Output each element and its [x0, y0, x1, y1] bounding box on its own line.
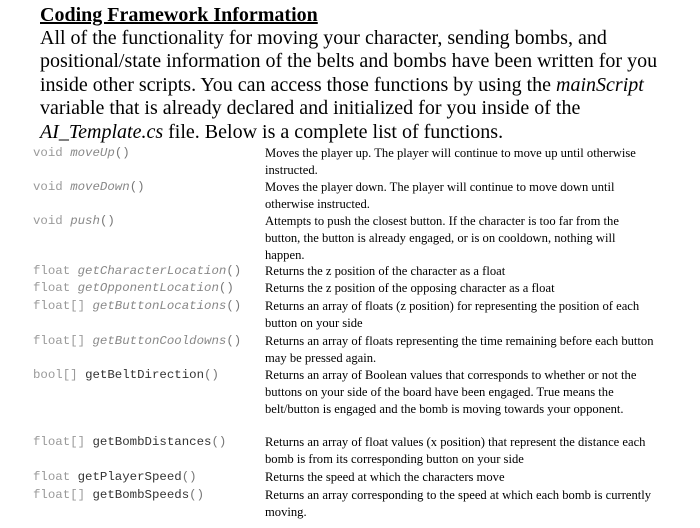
function-signature: float[] getBombSpeeds(): [33, 488, 205, 502]
function-description: Returns an array of floats (z position) for representing the position of each button on your side: [265, 299, 640, 330]
function-name: getBombDistances: [92, 435, 212, 449]
function-signature: float getCharacterLocation(): [33, 264, 242, 278]
main-script-variable: mainScript: [556, 73, 644, 96]
function-name: getBeltDirection: [85, 368, 205, 382]
function-description: Returns the z position of the character as a float: [265, 264, 506, 278]
function-name: getBombSpeeds: [92, 488, 190, 502]
intro-text-1: All of the functionality for moving your character, sending bombs, and positional/state information of the belts and bombs have been written for you inside other scripts. You can access those functions by using the: [40, 27, 658, 96]
function-signature: bool[] getBeltDirection(): [33, 368, 219, 382]
function-description: Returns an array corresponding to the speed at which each bomb is currently moving.: [265, 488, 652, 519]
function-signature: void moveUp(): [33, 146, 130, 160]
template-file-name: AI_Template.cs: [40, 120, 164, 143]
intro-text-3: file. Below is a complete list of functions.: [163, 120, 504, 143]
page-title: Coding Framework Information: [40, 4, 318, 26]
function-description: Returns an array of floats representing the time remaining before each button may be pressed again.: [265, 334, 654, 365]
function-description: Moves the player down. The player will continue to move down until otherwise instructed.: [265, 180, 615, 211]
function-signature: void push(): [33, 214, 115, 228]
function-name: getButtonLocations: [92, 299, 227, 313]
function-description: Returns the speed at which the characters move: [265, 470, 505, 484]
function-signature: void moveDown(): [33, 180, 145, 194]
function-name: getCharacterLocation: [77, 264, 227, 278]
function-signature: float[] getButtonCooldowns(): [33, 334, 242, 348]
function-signature: float[] getBombDistances(): [33, 435, 227, 449]
function-description: Returns an array of Boolean values that corresponds to whether or not the buttons on your side of the board have been engaged. True means the belt/button is engaged and the bomb is moving towards your opponent.: [265, 368, 637, 416]
function-signature: float getOpponentLocation(): [33, 281, 234, 295]
function-signature: float[] getButtonLocations(): [33, 299, 242, 313]
function-description: Moves the player up. The player will continue to move up until otherwise instructed.: [265, 146, 636, 177]
function-name: moveDown: [70, 180, 130, 194]
function-name: moveUp: [70, 146, 115, 160]
function-description: Returns an array of float values (x position) that represent the distance each bomb is from its corresponding button on your side: [265, 435, 646, 466]
function-name: push: [70, 214, 100, 228]
function-name: getButtonCooldowns: [92, 334, 227, 348]
intro-text-2: variable that is already declared and initialized for you inside of the: [40, 97, 581, 120]
function-name: getPlayerSpeed: [77, 470, 182, 484]
function-signature: float getPlayerSpeed(): [33, 470, 197, 484]
function-description: Returns the z position of the opposing character as a float: [265, 281, 555, 295]
function-name: getOpponentLocation: [77, 281, 219, 295]
intro-paragraph: [40, 27, 690, 144]
function-description: Attempts to push the closest button. If the character is too far from the button, the button is already engaged, or is on cooldown, nothing will happen.: [265, 214, 619, 262]
